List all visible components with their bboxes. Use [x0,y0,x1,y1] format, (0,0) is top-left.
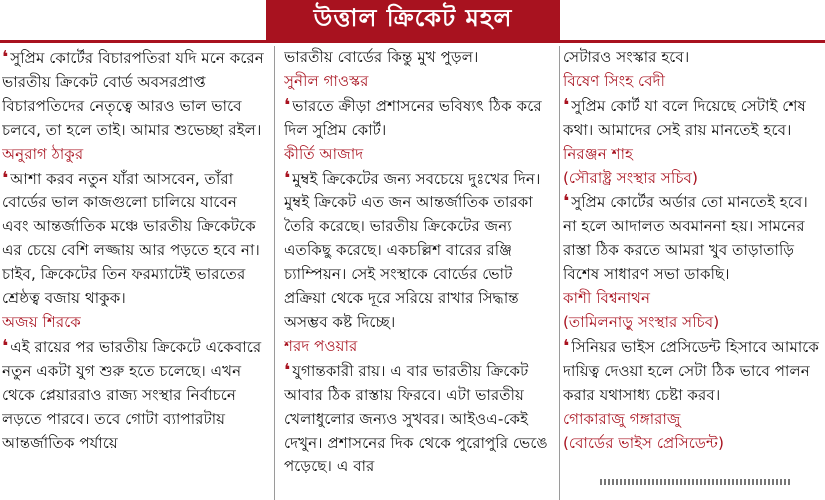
speaker-role: (বোর্ডের ভাইস প্রেসিডেন্ট) [563,433,724,452]
column-2 [284,46,556,500]
masthead-title-box [266,0,560,40]
speaker-name: অজয় শিরকে [2,312,81,331]
quote-mark-icon: ❛ [284,167,291,189]
speaker-name: নিরঞ্জন শাহ [563,144,634,163]
quote-text: আশা করব নতুন যাঁরা আসবেন, তাঁরা বোর্ডের ভাল কাজগুলো চালিয়ে যাবেন এবং আন্তর্জাতিক মঞ্চে ভারতীয় ক্রিকেটকে এর চেয়ে বেশি লজ্জায় আর পড়তে হবে না। চাইব, ক্রিকেটের তিন ফরম্যাটেই ভারতের শ্রেষ্ঠত্ব বজায় থাকুক। [2,169,260,308]
quote-paragraph [2,335,264,456]
quote-text: সুপ্রিম কোর্টের অর্ডার তো মানতেই হবে। না হলে আদালত অবমাননা হয়। সামনের রাস্তা ঠিক করতে আমরা খুব তাড়াতাড়ি বিশেষ সাধারণ সভা ডাকছি। [563,193,808,284]
quote-text: সিনিয়র ভাইস প্রেসিডেন্ট হিসাবে আমাকে দায়িত্ব দেওয়া হলে সেটা ঠিক ভাবে পালন করার যথাসাধ্য চেষ্টা করব। [563,337,820,404]
quote-paragraph [284,167,556,335]
speaker-name: গোকারাজু গঙ্গারাজু [563,409,681,428]
quote-mark-icon: ❛ [563,191,570,213]
quote-paragraph [563,335,821,408]
quote-text: ভারতে ক্রীড়া প্রশাসনের ভবিষ্যৎ ঠিক করে দিল সুপ্রিম কোর্ট। [284,96,542,139]
quote-mark-icon: ❛ [563,94,570,116]
quote-continuation: ভারতীয় বোর্ডের কিন্তু মুখ পুড়ল। [284,48,479,66]
quote-text: এই রায়ের পর ভারতীয় ক্রিকেটে একেবারে নতুন একটা যুগ শুরু হতে চলেছে। এখন থেকে প্লেয়াররাও রাজ্য সংস্থার নির্বাচনে লড়তে পারবে। তবে গোটা ব্যাপারটায় আন্তর্জাতিক পর্যায়ে [2,337,262,452]
quote-mark-icon: ❛ [2,47,9,68]
quote-text: সুপ্রিম কোর্টের বিচারপতিরা যদি মনে করেন ভারতীয় ক্রিকেট বোর্ড অবসরপ্রাপ্ত বিচারপতিদের নেতৃত্বে আরও ভাল ভাবে চলবে, তা হলে তাই। আমার শুভেচ্ছা রইল। [2,49,264,139]
quote-paragraph [563,190,821,287]
quote-paragraph [2,167,264,311]
column-3 [563,46,821,500]
column-1 [2,46,264,500]
quote-mark-icon: ❛ [2,335,9,357]
speaker-name: শরদ পওয়ার [284,336,358,355]
quote-paragraph [284,94,556,143]
page-title: উত্তাল ক্রিকেট মহল [313,4,513,32]
speaker-name: অনুরাগ ঠাকুর [2,144,84,163]
quote-mark-icon: ❛ [2,167,9,189]
speaker-name: কাশী বিশ্বনাথন [563,289,651,308]
quote-text: মুম্বই ক্রিকেটের জন্য সবচেয়ে দুঃখের দিন। মুম্বই ক্রিকেট এত জন আন্তর্জাতিক তারকা তৈরি করেছে। ভারতীয় ক্রিকেটের জন্য এতকিছু করেছে। একচল্লিশ বারের রঞ্জি চ্যাম্পিয়ন। সেই সংস্থাকে বোর্ডের ভোট প্রক্রিয়া থেকে দূরে সরিয়ে রাখার সিদ্ধান্ত অসম্ভব কষ্ট দিচ্ছে। [284,169,541,331]
quote-text: যুগান্তকারী রায়। এ বার ভারতীয় ক্রিকেট আবার ঠিক রাস্তায় ফিরবে। এটা ভারতীয় খেলাধুলোর জন্যও সুখবর। আইওএ-কেই দেখুন। প্রশাসনের দিক থেকে পুরোপুরি ভেঙে পড়েছে। এ বার [284,361,548,476]
quote-mark-icon: ❛ [563,335,570,357]
quote-paragraph [284,359,556,480]
column-divider-1 [274,46,275,500]
masthead-rule [0,40,825,43]
quote-paragraph [2,46,264,143]
quote-text: সুপ্রিম কোর্ট যা বলে দিয়েছে সেটাই শেষ কথা। আমাদের সেই রায় মানতেই হবে। [563,96,806,139]
quote-continuation: সেটারও সংস্কার হবে। [563,48,690,66]
speaker-name: সুনীল গাওস্কর [284,71,369,90]
quote-mark-icon: ❛ [284,359,291,381]
masthead [0,0,825,44]
quote-mark-icon: ❛ [284,94,291,116]
speaker-role: (সৌরাষ্ট্র সংস্থার সচিব) [563,168,698,187]
speaker-name: কীর্তি আজাদ [284,144,364,163]
speaker-role: (তামিলনাড়ু সংস্থার সচিব) [563,312,720,331]
decorative-dotted-rule [600,479,790,485]
quote-paragraph [563,94,821,143]
column-divider-2 [559,46,560,500]
speaker-name: বিষেণ সিংহ বেদী [563,71,665,90]
